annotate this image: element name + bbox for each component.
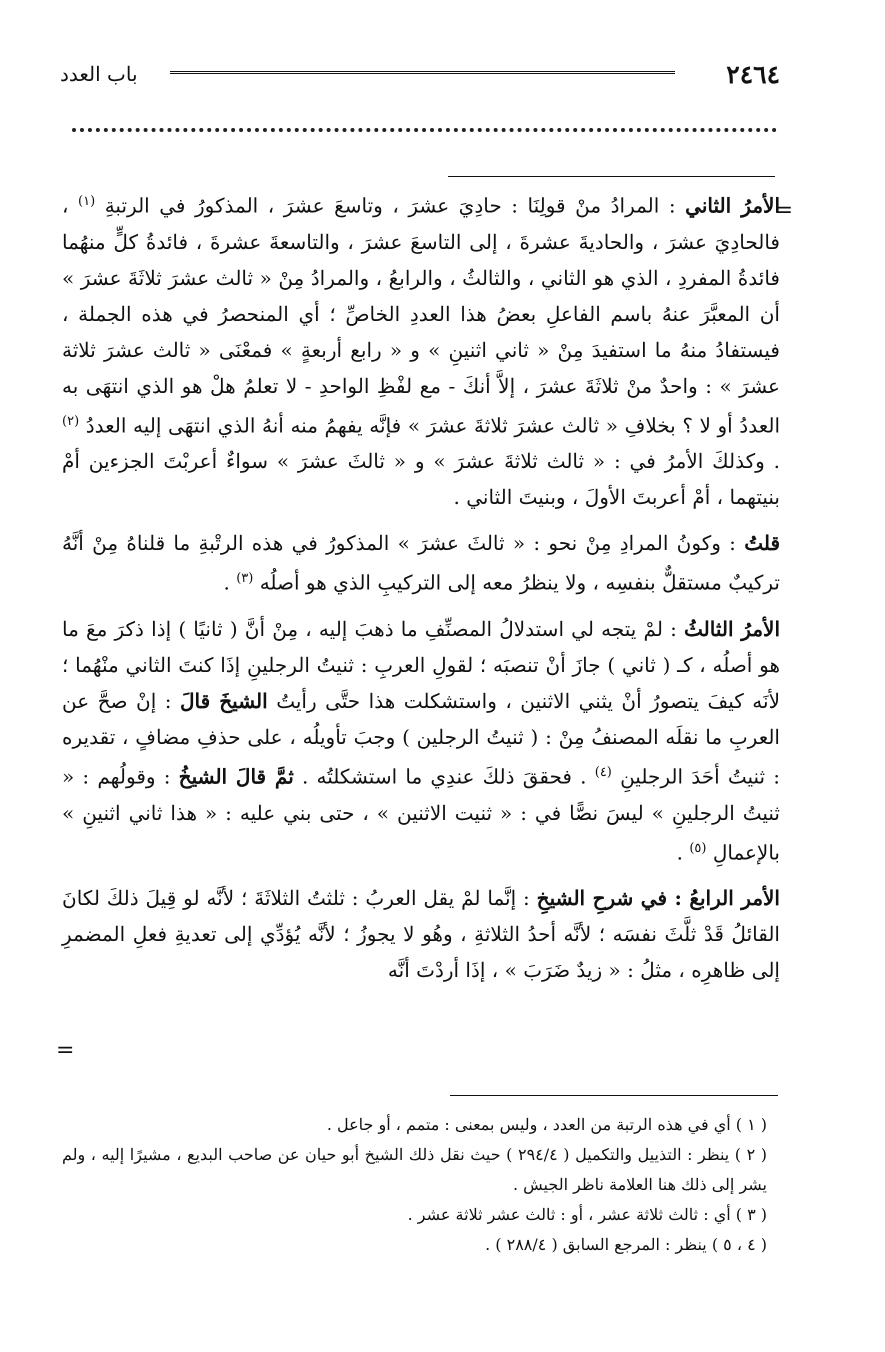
heading-qultu: قلتُ — [744, 531, 781, 556]
footnote-ref: (٥) — [689, 840, 707, 856]
running-header — [60, 60, 780, 90]
paragraph-text: : لمْ يتجه لي استدلالُ المصنِّفِ ما ذهبَ إليه ، مِنْ أنَّ ( ثانيًا ) إذا ذكرَ معَ ما هو أصلُه ، كـ ( ثاني ) جازَ أنْ تنصبَه ؛ لقولِ العربِ : ثنيتُ الرجلينِ إذَا كنتَ الثاني منْهُما ؛ لأنَه كيفَ يتصورُ أنْ يثني الاثنين ، واستشكلت هذا حتَّى رأيتُ — [62, 616, 780, 713]
paragraph-text: . — [223, 570, 230, 595]
continuation-mark-top: = — [774, 198, 793, 223]
paragraph-qultu — [62, 525, 780, 601]
paragraph-text: : المرادُ منْ قولِنَا : حادِيَ عشرَ ، وتاسعَ عشرَ ، المذكورُ في الرتبةِ — [104, 193, 676, 218]
main-text — [62, 184, 780, 998]
header-double-rule — [170, 71, 675, 78]
paragraph-text: : إنْ صحَّ عن العربِ ما نقلَه المصنفُ مِنْ : ( ثنيتُ الرجلين ) وجبَ تأويلُه ، على حذفِ مضافٍ ، تقديره : ثنيتُ أحَدَ الرجلينِ — [62, 688, 781, 789]
heading-third-matter: الأمرُ الثالثُ — [684, 616, 780, 641]
heading-second-matter: الأمرُ الثاني — [685, 193, 781, 218]
footnote-ref: (٣) — [236, 571, 254, 587]
section-title: باب العدد — [60, 62, 138, 86]
paragraph-text: . وكذلكَ الأمرُ في : « ثالث ثلاثةَ عشرَ » و « ثالثَ عشرَ » سواءٌ أعربْتَ الجزءين أمْ بنيتهما ، أمْ أعربتَ الأولَ ، وبنيتَ الثاني . — [62, 449, 780, 510]
footnote-ref: (٤) — [594, 764, 612, 780]
bold-phrase: ثمَّ قالَ الشيخُ — [178, 764, 294, 789]
footnote-2: ( ٢ ) ينظر : التذييل والتكميل ( ٢٩٤/٤ ) حيث نقل ذلك الشيخ أبو حيان عن صاحب البديع ، مشيرًا إليه ، ولم يشر إلى ذلك هنا العلامة ناظر الجيش . — [62, 1145, 768, 1194]
paragraph-text: : إنَّما لمْ يقل العربُ : ثلثتُ الثلاثَةَ ؛ لأنَّه لو قِيلَ ذلكَ لكانَ القائلُ قَدْ ثلَّثَ نفسَه ؛ لأنَّه أحدُ الثلاثةِ ، وهُو لا يجوزُ ؛ لأنَّه يُؤدِّي إلى تعديةِ فعلِ المضمرِ إلى ظاهرِه ، مثلُ : « زيدٌ ضَرَبَ » ، إذَا أردْتَ أنَّه — [62, 886, 780, 983]
top-rule — [448, 176, 775, 177]
paragraph-text: : وكونُ المرادِ مِنْ نحو : « ثالثَ عشرَ » المذكورُ في هذه الرتْبةِ ما قلناهُ مِنْ أنَّهُ تركيبٌ مستقلٌّ بنفسِه ، ولا ينظرُ معه إلى التركيبِ الذي هو أصلُه — [62, 531, 780, 595]
footnotes — [62, 1110, 767, 1260]
paragraph-second-matter — [62, 184, 780, 515]
footnote-rule — [450, 1095, 778, 1096]
continuation-mark-bottom: = — [56, 1038, 75, 1063]
footnote-3: ( ٣ ) أي : ثالث ثلاثة عشر ، أو : ثالث عشر ثلاثة عشر . — [407, 1205, 767, 1224]
paragraph-text: : وقولُهم : « ثنيتُ الرجلينِ » ليسَ نصًّا في : « ثنيت الاثنين » ، حتى بني عليه : « هذا ثاني اثنينِ » بالإعمالِ — [62, 764, 780, 865]
footnote-ref: (٢) — [62, 413, 80, 429]
paragraph-text: . فحققَ ذلكَ عندِي ما استشكلتُه . — [301, 764, 587, 789]
paragraph-third-matter — [62, 611, 780, 870]
bold-phrase: الشيخَ قالَ — [179, 688, 268, 713]
footnote-4-5: ( ٤ ، ٥ ) ينظر : المرجع السابق ( ٢٨٨/٤ ) . — [485, 1235, 767, 1254]
paragraph-fourth-matter — [62, 880, 780, 988]
page-number: ٢٤٦٤ — [726, 60, 780, 89]
paragraph-text: ، فالحادِيَ عشرَ ، والحاديةَ عشرةَ ، إلى التاسعَ عشرَ ، والتاسعةَ عشرةَ ، فائدةُ كلٍّ منهُما فائدةُ المفردِ ، الذي هو الثاني ، والثالثُ ، والرابعُ ، والمرادُ مِنْ « ثالث عشرَ ثلاثَةَ عشرَ » أن المعبَّرَ عنهُ باسم الفاعلِ بعضُ هذا العددِ الخاصِّ ؛ أي المنحصرُ في هذه الجملة ، فيستفادُ منهُ ما استفيدَ مِنْ « ثاني اثنينِ » و « رابع أربعةٍ » فمعْنَى « ثالث عشرَ ثلاثة عشرَ » : واحدٌ منْ ثلاثَةَ عشرَ ، إلاَّ أنكَ - مع لفْظِ الواحدِ - لا تعلمُ هلْ هو الذي انتهَى به العددُ أو لا ؟ بخلافِ « ثالث عشرَ ثلاثةَ عشرَ » فإنَّه يفهمُ منه أنهُ الذي انتهَى إليه العددُ — [62, 193, 780, 438]
dotted-separator — [72, 128, 777, 132]
footnote-1: ( ١ ) أي في هذه الرتبة من العدد ، وليس بمعنى : متمم ، أو جاعل . — [326, 1115, 767, 1134]
paragraph-text: . — [676, 840, 683, 865]
heading-fourth-matter: الأمر الرابعُ : في شرحِ الشيخِ — [536, 886, 780, 911]
footnote-ref: (١) — [78, 194, 96, 209]
